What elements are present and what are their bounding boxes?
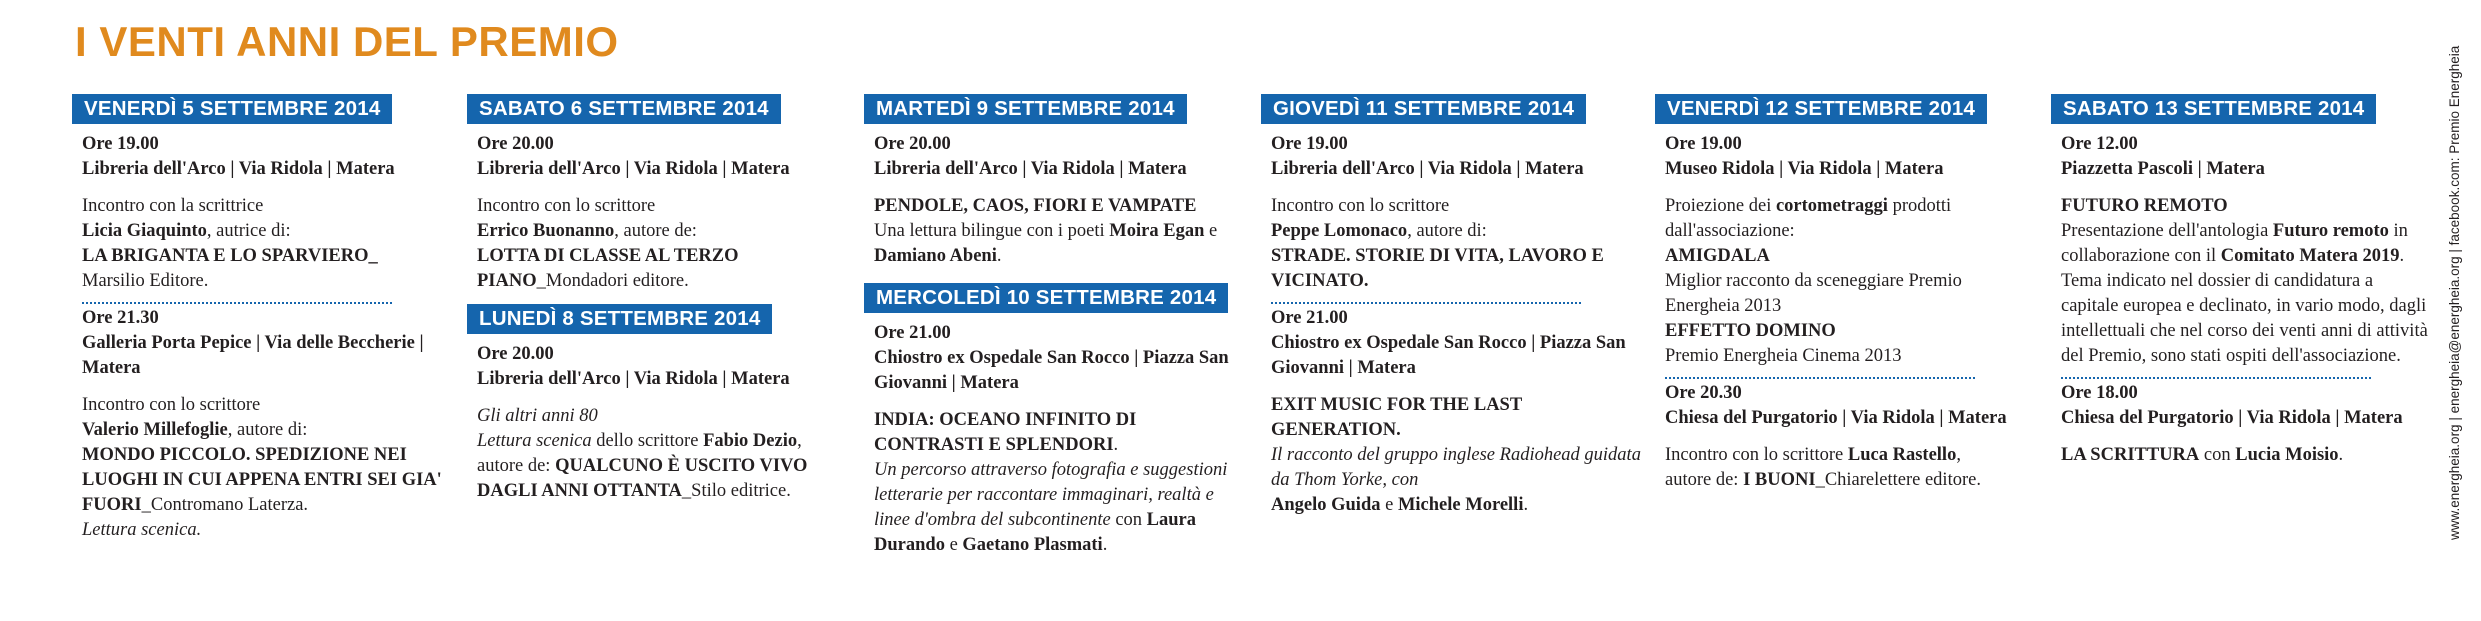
event-description xyxy=(477,404,852,504)
film-award: Premio Energheia Cinema 2013 xyxy=(1665,346,1902,366)
film-title: EFFETTO DOMINO xyxy=(1665,321,1836,341)
event xyxy=(864,321,1249,558)
day-header: LUNEDÌ 8 SETTEMBRE 2014 xyxy=(467,304,772,334)
event-place: Libreria dell'Arco | Via Ridola | Matera xyxy=(477,369,790,389)
event-place: Libreria dell'Arco | Via Ridola | Matera xyxy=(1271,159,1584,179)
event-description xyxy=(2061,194,2431,369)
publisher: _Contromano Laterza. xyxy=(141,495,309,515)
film-award: Miglior racconto da sceneggiare Premio Energheia 2013 xyxy=(1665,271,1962,316)
publisher: _Stilo editrice. xyxy=(681,481,791,501)
author-name: Valerio Millefoglie xyxy=(82,420,228,440)
event-time: Ore 20.30 xyxy=(1665,383,1742,403)
author-name: Luca Rastello xyxy=(1847,445,1957,465)
schedule-column-6 xyxy=(2051,94,2431,468)
event-text: e xyxy=(1380,495,1398,515)
schedule-column-3 xyxy=(864,94,1249,558)
event-text: Incontro con la scrittrice xyxy=(82,196,264,216)
event-time: Ore 20.00 xyxy=(477,134,554,154)
event-place: Chiesa del Purgatorio | Via Ridola | Matera xyxy=(1665,408,2007,428)
day-header: GIOVEDÌ 11 SETTEMBRE 2014 xyxy=(1261,94,1586,124)
author-name: Laura Durando xyxy=(874,510,1197,555)
event-text: Proiezione dei xyxy=(1665,196,1776,216)
divider xyxy=(2061,377,2371,379)
divider xyxy=(1665,377,1975,379)
event-text: in collaborazione con il xyxy=(2061,221,2408,266)
contact-sidebar xyxy=(2439,45,2467,550)
event-highlight: cortometraggi xyxy=(1775,196,1888,216)
event-text: , autore de: xyxy=(477,431,802,476)
event xyxy=(467,342,852,504)
event-text: Lettura scenica xyxy=(477,431,592,451)
event-place: Museo Ridola | Via Ridola | Matera xyxy=(1665,159,1944,179)
schedule-column-2 xyxy=(467,94,852,504)
event-title: PENDOLE, CAOS, FIORI E VAMPATE xyxy=(874,196,1197,216)
event-text: , autore di: xyxy=(1407,221,1487,241)
event-description xyxy=(1665,194,2040,369)
author-name: Fabio Dezio xyxy=(703,431,798,451)
event xyxy=(2051,132,2431,468)
event-title: LA SCRITTURA xyxy=(2061,445,2200,465)
event-place: Chiesa del Purgatorio | Via Ridola | Matera xyxy=(2061,408,2403,428)
event-text: . xyxy=(996,246,1002,266)
event-text: . Tema indicato nel dossier di candidatura a capitale europea e declinato, in vario modo, dagli intellettuali che nel corso dei venti anni di attività del Premio, sono stati ospiti dell'associazione. xyxy=(2061,246,2428,366)
book-title: MONDO PICCOLO. SPEDIZIONE NEI LUOGHI IN CUI APPENA ENTRI SEI GIA' FUORI xyxy=(82,445,442,515)
author-name: Errico Buonanno xyxy=(477,221,615,241)
event-text: , xyxy=(1956,445,1961,465)
organization-name: Comitato Matera 2019 xyxy=(2220,246,2400,266)
event-text: . xyxy=(1523,495,1529,515)
contact-info: www.energheia.org | energheia@energheia.org | facebook.com: Premio Energheia xyxy=(2447,45,2462,540)
event-title: INDIA: OCEANO INFINITO DI CONTRASTI E SPLENDORI xyxy=(874,410,1137,455)
event-text: e xyxy=(1204,221,1218,241)
day-header: VENERDÌ 5 SETTEMBRE 2014 xyxy=(72,94,392,124)
event xyxy=(72,132,457,543)
event-text: . xyxy=(1102,535,1108,555)
page-title: I VENTI ANNI DEL PREMIO xyxy=(75,18,619,65)
day-header: VENERDÌ 12 SETTEMBRE 2014 xyxy=(1655,94,1987,124)
event-description xyxy=(874,194,1249,269)
event-text: e xyxy=(944,535,963,555)
event-time: Ore 21.00 xyxy=(874,323,951,343)
film-title: AMIGDALA xyxy=(1665,246,1770,266)
event-text: Incontro con lo scrittore xyxy=(477,196,656,216)
book-title: QUALCUNO È USCITO VIVO DAGLI ANNI OTTANTA xyxy=(477,456,808,501)
author-name: Angelo Guida xyxy=(1271,495,1381,515)
event-time: Ore 19.00 xyxy=(1665,134,1742,154)
author-name: Gaetano Plasmati xyxy=(962,535,1103,555)
event-text: prodotti dall'associazione: xyxy=(1665,196,1952,241)
event-time: Ore 21.30 xyxy=(82,308,159,328)
event-time: Ore 21.00 xyxy=(1271,308,1348,328)
publisher: Marsilio Editore. xyxy=(82,271,209,291)
event-title: EXIT MUSIC FOR THE LAST GENERATION. xyxy=(1271,395,1522,440)
event-text: Presentazione dell'antologia xyxy=(2061,221,2273,241)
event-time: Ore 20.00 xyxy=(477,344,554,364)
day-header: MERCOLEDÌ 10 SETTEMBRE 2014 xyxy=(864,283,1228,313)
event-text: , autrice di: xyxy=(206,221,291,241)
event-text: dello scrittore xyxy=(591,431,704,451)
author-name: Michele Morelli xyxy=(1397,495,1524,515)
event-text: autore de: xyxy=(1665,470,1744,490)
divider xyxy=(1271,302,1581,304)
event-text: con xyxy=(2199,445,2236,465)
author-name: Moira Egan xyxy=(1109,221,1205,241)
event-text: Il racconto del gruppo inglese Radiohead guidata da Thom Yorke, con xyxy=(1271,445,1641,490)
author-name: Licia Giaquinto xyxy=(82,221,207,241)
event-place: Galleria Porta Pepice | Via delle Beccherie | Matera xyxy=(82,333,424,378)
event-title: FUTURO REMOTO xyxy=(2061,196,2228,216)
event-text: Una lettura bilingue con i poeti xyxy=(874,221,1110,241)
book-title: Futuro remoto xyxy=(2272,221,2389,241)
event-text: con xyxy=(1110,510,1147,530)
event-place: Chiostro ex Ospedale San Rocco | Piazza San Giovanni | Matera xyxy=(874,348,1229,393)
book-title: LA BRIGANTA E LO SPARVIERO_ xyxy=(82,246,378,266)
book-title: STRADE. STORIE DI VITA, LAVORO E VICINATO. xyxy=(1271,246,1604,291)
event-text: . xyxy=(2338,445,2344,465)
book-title: I BUONI xyxy=(1743,470,1816,490)
publisher: _Chiarelettere editore. xyxy=(1815,470,1981,490)
event-place: Libreria dell'Arco | Via Ridola | Matera xyxy=(874,159,1187,179)
author-name: Peppe Lomonaco xyxy=(1271,221,1408,241)
book-title: LOTTA DI CLASSE AL TERZO PIANO xyxy=(477,246,739,291)
event-note: Lettura scenica. xyxy=(82,520,202,540)
event-text: Incontro con lo scrittore xyxy=(1665,445,1848,465)
author-name: Lucia Moisio xyxy=(2235,445,2339,465)
event xyxy=(1655,132,2040,493)
event-title: Gli altri anni 80 xyxy=(477,406,598,426)
event-place: Libreria dell'Arco | Via Ridola | Matera xyxy=(477,159,790,179)
schedule-column-4 xyxy=(1261,94,1646,518)
event-text: . xyxy=(1113,435,1119,455)
event-place: Piazzetta Pascoli | Matera xyxy=(2061,159,2265,179)
event-description xyxy=(477,194,852,294)
day-header: MARTEDÌ 9 SETTEMBRE 2014 xyxy=(864,94,1187,124)
day-header: SABATO 13 SETTEMBRE 2014 xyxy=(2051,94,2376,124)
event-place: Chiostro ex Ospedale San Rocco | Piazza San Giovanni | Matera xyxy=(1271,333,1626,378)
event-time: Ore 19.00 xyxy=(82,134,159,154)
event-description xyxy=(2061,443,2431,468)
publisher: _Mondadori editore. xyxy=(536,271,689,291)
event-time: Ore 18.00 xyxy=(2061,383,2138,403)
divider xyxy=(82,302,392,304)
event-text: , autore de: xyxy=(614,221,697,241)
event-place: Libreria dell'Arco | Via Ridola | Matera xyxy=(82,159,395,179)
event-description xyxy=(874,408,1249,558)
day-header: SABATO 6 SETTEMBRE 2014 xyxy=(467,94,781,124)
event xyxy=(467,132,852,294)
event-description xyxy=(82,393,457,543)
schedule-column-1 xyxy=(72,94,457,543)
author-name: Damiano Abeni xyxy=(874,246,997,266)
event-time: Ore 12.00 xyxy=(2061,134,2138,154)
schedule-column-5 xyxy=(1655,94,2040,493)
event-description xyxy=(1271,393,1646,518)
event-text: Un percorso attraverso fotografia e suggestioni letterarie per raccontare immaginari, realtà e linee d'ombra del subcontinente xyxy=(874,460,1228,530)
event-text: Incontro con lo scrittore xyxy=(82,395,261,415)
event xyxy=(864,132,1249,269)
event-time: Ore 19.00 xyxy=(1271,134,1348,154)
event-description xyxy=(1665,443,2040,493)
event-description xyxy=(82,194,457,294)
event-text: , autore di: xyxy=(227,420,308,440)
event-description xyxy=(1271,194,1646,294)
event-text: Incontro con lo scrittore xyxy=(1271,196,1450,216)
event xyxy=(1261,132,1646,518)
event-time: Ore 20.00 xyxy=(874,134,951,154)
